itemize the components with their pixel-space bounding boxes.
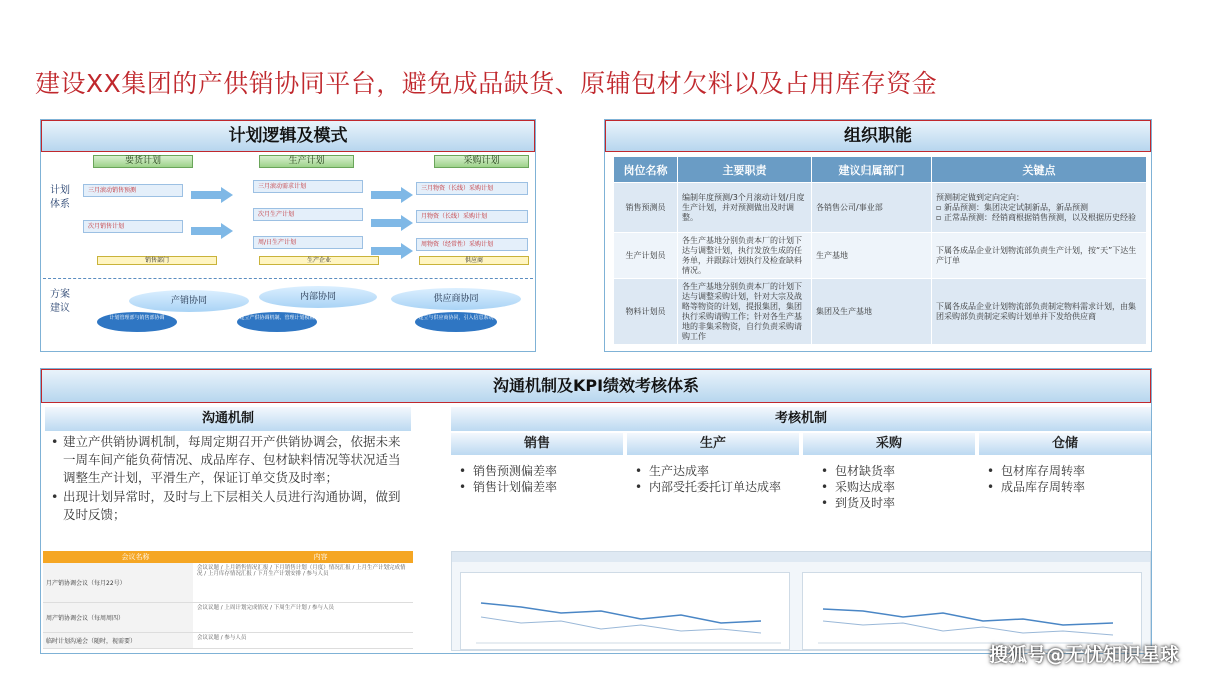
communication-point: • 建立产供销协调机制，每周定期召开产供销协调会，依据未来一周车间产能负荷情况、成品库存、包材缺料情况等状况适当调整生产计划，平滑生产，保证订单交货及时率； xyxy=(51,433,411,487)
cell-duty: 各生产基地分别负责本厂的计划下达与调整采购计划，针对大宗及战略等物资的计划，提报集团，集团执行采购请购工作；针对各生产基地的非集采物资，自行负责采购请购工作 xyxy=(678,279,812,345)
cell-dept: 生产基地 xyxy=(812,233,932,279)
bubble-internal: 建立产供协调机制、管理计划模板 xyxy=(237,312,317,332)
cell-duty: 各生产基地分别负责本厂的计划下达与调整计划，执行发放生成的任务单，并跟踪计划执行及检查缺料情况。 xyxy=(678,233,812,279)
meeting-table-header xyxy=(43,551,413,563)
arrow-head xyxy=(401,215,413,231)
cloud-internal-coordination: 内部协同 xyxy=(259,286,377,308)
kpi-item: • 内部受托委托订单达成率 xyxy=(635,479,785,495)
box-monthly-sales-plan: 次月销售计划 xyxy=(83,220,183,233)
table-row xyxy=(43,633,413,649)
kpi-item: • 包材库存周转率 xyxy=(987,463,1147,479)
meeting-name: 临时计划沟通会（随时，视需要） xyxy=(43,633,193,648)
org-panel-header: 组织职能 xyxy=(605,120,1151,152)
org-table xyxy=(613,156,1147,345)
arrow xyxy=(191,191,221,199)
arrow-head xyxy=(221,187,233,203)
category-warehouse: 仓储 xyxy=(979,433,1151,455)
box-rolling-demand-plan: 三月滚动需求计划 xyxy=(253,180,363,193)
cell-key: 下属各成品企业计划物流部负责制定物料需求计划，由集团采购部负责制定采购计划单并下发给供应商 xyxy=(932,279,1147,345)
meeting-detail: 会议议题 / 上周计划完成情况 / 下周生产计划 / 参与人员 xyxy=(197,605,335,611)
kpi-list-purchase xyxy=(821,463,971,511)
kpi-item: • 包材缺货率 xyxy=(821,463,971,479)
communication-point: • 出现计划异常时，及时与上下层相关人员进行沟通协调，做到及时反馈； xyxy=(51,488,411,524)
box-quarterly-purchase-plan: 三月物资（长线）采购计划 xyxy=(416,182,528,195)
kpi-list-production xyxy=(635,463,785,495)
arrow xyxy=(371,219,401,227)
cell-role: 生产计划员 xyxy=(614,233,678,279)
category-sales: 销售 xyxy=(451,433,623,455)
cell-dept: 集团及生产基地 xyxy=(812,279,932,345)
col-dept: 建议归属部门 xyxy=(812,157,932,183)
stage-production-plan: 生产计划 xyxy=(259,155,354,168)
kpi-panel-header: 沟通机制及KPI绩效考核体系 xyxy=(41,369,1151,403)
kpi-panel xyxy=(40,368,1152,654)
cell-role: 销售预测员 xyxy=(614,183,678,233)
dashboard-screenshots xyxy=(451,551,1151,651)
cell-duty: 编制年度预测/3个月滚动计划/月度生产计划，并对预测做出及时调整。 xyxy=(678,183,812,233)
plan-diagram xyxy=(41,152,535,351)
plan-system-label: 计划体系 xyxy=(50,185,70,210)
col-key: 关键点 xyxy=(932,157,1147,183)
cell-key: 预测制定做到定向定向： ▫ 新品预测：集团决定试制新品，新品预测 ▫ 正常品预测：经销商根据销售预测，以及根据历史经验 xyxy=(932,183,1147,233)
watermark: 搜狐号@无忧知识星球 xyxy=(988,644,1179,666)
box-monthly-purchase-plan: 月物资（长线）采购计划 xyxy=(416,210,528,223)
arrow-head xyxy=(221,223,233,239)
line-chart-thumbnail xyxy=(461,573,791,651)
screenshot-toolbar xyxy=(452,552,1150,562)
arrow xyxy=(371,247,401,255)
plan-panel-header: 计划逻辑及模式 xyxy=(41,120,535,152)
cloud-sales-coordination: 产销协同 xyxy=(129,290,249,312)
proposal-label: 方案建议 xyxy=(50,289,70,314)
kpi-item: • 到货及时率 xyxy=(821,495,971,511)
stage-demand-plan: 要货计划 xyxy=(93,155,193,168)
screenshot-chart-right xyxy=(802,572,1142,650)
assessment-header: 考核机制 xyxy=(451,407,1151,431)
table-row xyxy=(614,279,1147,345)
kpi-item: • 采购达成率 xyxy=(821,479,971,495)
cell-dept: 各销售公司/事业部 xyxy=(812,183,932,233)
screenshot-chart-left xyxy=(460,572,790,650)
col-role: 岗位名称 xyxy=(614,157,678,183)
arrow-head xyxy=(401,187,413,203)
category-purchase: 采购 xyxy=(803,433,975,455)
stage-purchase-plan: 采购计划 xyxy=(434,155,529,168)
kpi-item: • 销售预测偏差率 xyxy=(459,463,624,479)
table-row xyxy=(43,603,413,633)
kpi-list-sales xyxy=(459,463,624,495)
box-weekly-production-plan: 周/日生产计划 xyxy=(253,236,363,249)
communication-points xyxy=(51,433,411,525)
kpi-list-warehouse xyxy=(987,463,1147,495)
org-panel xyxy=(604,119,1152,352)
kpi-item: • 销售计划偏差率 xyxy=(459,479,624,495)
table-row xyxy=(614,233,1147,279)
meeting-name: 月产销协调会议（每月22号） xyxy=(43,563,193,602)
arrow xyxy=(191,227,221,235)
category-production: 生产 xyxy=(627,433,799,455)
meeting-detail: 会议议题 / 参与人员 xyxy=(197,635,247,641)
table-row xyxy=(614,183,1147,233)
unit-production: 生产企业 xyxy=(259,256,379,265)
bubble-supplier: 建立与供应商协同，引入信息系统 xyxy=(415,312,497,332)
col-duty: 主要职责 xyxy=(678,157,812,183)
table-row xyxy=(43,563,413,603)
cell-key: 下属各成品企业计划物流部负责生产计划，按“天”下达生产订单 xyxy=(932,233,1147,279)
meeting-col-name: 会议名称 xyxy=(121,553,150,561)
unit-supplier: 供应商 xyxy=(419,256,529,265)
page-title: 建设XX集团的产供销协同平台，避免成品缺货、原辅包材欠料以及占用库存资金 xyxy=(35,69,938,98)
box-monthly-production-plan: 次月生产计划 xyxy=(253,208,363,221)
kpi-item: • 成品库存周转率 xyxy=(987,479,1147,495)
divider xyxy=(43,278,533,279)
bubble-sales: 计划管理部与销售部协调 xyxy=(97,312,177,332)
meeting-col-content: 内容 xyxy=(313,553,328,561)
box-rolling-sales-forecast: 三月滚动销售预测 xyxy=(83,184,183,197)
arrow-head xyxy=(401,243,413,259)
kpi-item: • 生产达成率 xyxy=(635,463,785,479)
org-table-header-row xyxy=(614,157,1147,183)
box-weekly-purchase-plan: 周物资（经常性）采购计划 xyxy=(416,238,528,251)
meeting-detail: 会议议题 / 上月销售情况汇报 / 下月销售计划（月度）情况汇报 / 上月生产计划完成情况 / 上月库存情况汇报 / 下月生产计划安排 / 参与人员 xyxy=(197,565,406,577)
arrow xyxy=(371,191,401,199)
cloud-supplier-coordination: 供应商协同 xyxy=(391,288,521,310)
plan-panel xyxy=(40,119,536,352)
meeting-table xyxy=(43,551,413,649)
cell-role: 物料计划员 xyxy=(614,279,678,345)
meeting-name: 周产销协调会议（每周周四） xyxy=(43,603,193,632)
communication-header: 沟通机制 xyxy=(45,407,411,431)
unit-sales-dept: 销售部门 xyxy=(97,256,217,265)
